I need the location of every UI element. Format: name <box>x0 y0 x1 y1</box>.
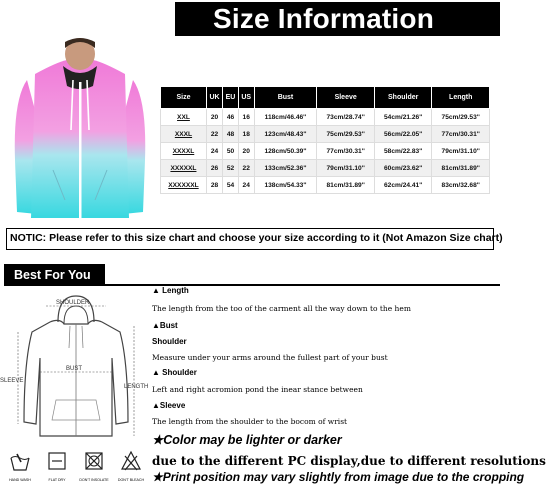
cell-sleeve: 79cm/31.10'' <box>317 160 375 177</box>
sleeve-heading: ▲Sleeve <box>152 401 186 410</box>
header-size: Size <box>161 87 207 109</box>
table-row <box>161 177 490 194</box>
size-table-container <box>160 86 490 194</box>
hoodie-measurement-diagram <box>0 292 152 442</box>
cell-us: 24 <box>238 177 254 194</box>
cell-length: 81cm/31.89'' <box>432 160 490 177</box>
color-note: ★Color may be lighter or darker <box>152 433 342 447</box>
header-sleeve: Sleeve <box>317 87 375 109</box>
cell-uk: 28 <box>206 177 222 194</box>
cell-shoulder: 56cm/22.05'' <box>374 126 432 143</box>
cell-bust: 133cm/52.36'' <box>254 160 317 177</box>
header-us: US <box>238 87 254 109</box>
table-row <box>161 160 490 177</box>
length-heading: ▲ Length <box>152 286 189 295</box>
cell-eu: 48 <box>223 126 239 143</box>
care-item-hand-wash <box>2 450 38 482</box>
cell-eu: 50 <box>223 143 239 160</box>
bust-description: Measure under your arms around the fullest part of your bust <box>152 353 388 362</box>
flat-dry-icon <box>46 450 68 472</box>
sleeve-label: SLEEVE <box>0 378 24 384</box>
cell-shoulder: 60cm/23.62'' <box>374 160 432 177</box>
cell-sleeve: 73cm/28.74'' <box>317 109 375 126</box>
print-position-note: ★Print position may vary slightly from image due to the cropping <box>152 470 525 484</box>
cell-length: 77cm/30.31'' <box>432 126 490 143</box>
header-eu: EU <box>223 87 239 109</box>
cell-eu: 54 <box>223 177 239 194</box>
best-for-you-band <box>0 264 500 286</box>
dont-bleach-label: DON'T BLEACH <box>117 478 145 482</box>
best-for-you-title: Best For You <box>4 264 105 286</box>
header-length: Length <box>432 87 490 109</box>
sleeve-description: The length from the shoulder to the bocom of wrist <box>152 417 348 426</box>
cell-bust: 128cm/50.39'' <box>254 143 317 160</box>
hand-wash-icon <box>9 450 31 472</box>
cell-us: 20 <box>238 143 254 160</box>
table-row <box>161 109 490 126</box>
size-information-banner <box>0 0 500 38</box>
shoulder-word: Shoulder <box>152 337 187 346</box>
size-chart-notice: NOTIC: Please refer to this size chart and choose your size according to it (Not Amazon Size chart) <box>6 228 494 250</box>
cell-uk: 22 <box>206 126 222 143</box>
bust-heading: ▲Bust <box>152 321 178 330</box>
dont-bleach-icon <box>120 450 142 472</box>
cell-sleeve: 81cm/31.89'' <box>317 177 375 194</box>
dont-insolate-icon <box>83 450 105 472</box>
cell-shoulder: 54cm/21.26'' <box>374 109 432 126</box>
flat-dry-label: FLAT DRY <box>48 478 66 482</box>
shoulder-description: Left and right acromion pond the inear stance between <box>152 385 363 394</box>
length-label: LENGTH <box>124 384 149 390</box>
cell-size: XXXXXL <box>161 160 207 177</box>
table-row <box>161 143 490 160</box>
care-item-dont-insolate <box>76 450 112 482</box>
care-item-flat-dry <box>39 450 75 482</box>
cell-uk: 24 <box>206 143 222 160</box>
cell-shoulder: 62cm/24.41'' <box>374 177 432 194</box>
cell-bust: 138cm/54.33'' <box>254 177 317 194</box>
header-bust: Bust <box>254 87 317 109</box>
shoulder-heading: ▲ Shoulder <box>152 368 197 377</box>
header-uk: UK <box>206 87 222 109</box>
cell-size: XXXXXXL <box>161 177 207 194</box>
cell-size: XXXL <box>161 126 207 143</box>
header-shoulder: Shoulder <box>374 87 432 109</box>
dont-insolate-label: DON'T INSOLATE <box>79 478 109 482</box>
cell-size: XXL <box>161 109 207 126</box>
size-table-header-row <box>161 87 490 109</box>
cell-size: XXXXL <box>161 143 207 160</box>
cell-bust: 118cm/46.46'' <box>254 109 317 126</box>
care-instructions <box>2 450 152 486</box>
cell-sleeve: 75cm/29.53'' <box>317 126 375 143</box>
banner-title: Size Information <box>213 3 434 34</box>
care-item-dont-bleach <box>113 450 149 482</box>
hoodie-product-photo <box>5 40 155 225</box>
cell-sleeve: 77cm/30.31'' <box>317 143 375 160</box>
pc-display-note: due to the different PC display,due to different resolutions <box>152 454 546 468</box>
hand-wash-label: HAND WASH <box>9 478 31 482</box>
cell-us: 16 <box>238 109 254 126</box>
cell-shoulder: 58cm/22.83'' <box>374 143 432 160</box>
cell-length: 75cm/29.53'' <box>432 109 490 126</box>
length-description: The length from the too of the carment all the way down to the hem <box>152 304 411 313</box>
cell-us: 18 <box>238 126 254 143</box>
cell-eu: 52 <box>223 160 239 177</box>
cell-bust: 123cm/48.43'' <box>254 126 317 143</box>
table-row <box>161 126 490 143</box>
cell-uk: 20 <box>206 109 222 126</box>
size-table <box>160 86 490 194</box>
cell-us: 22 <box>238 160 254 177</box>
cell-length: 79cm/31.10'' <box>432 143 490 160</box>
cell-length: 83cm/32.68'' <box>432 177 490 194</box>
shoulder-label: SHOULDER <box>56 300 90 306</box>
cell-eu: 46 <box>223 109 239 126</box>
cell-uk: 26 <box>206 160 222 177</box>
bust-label: BUST <box>66 366 83 372</box>
